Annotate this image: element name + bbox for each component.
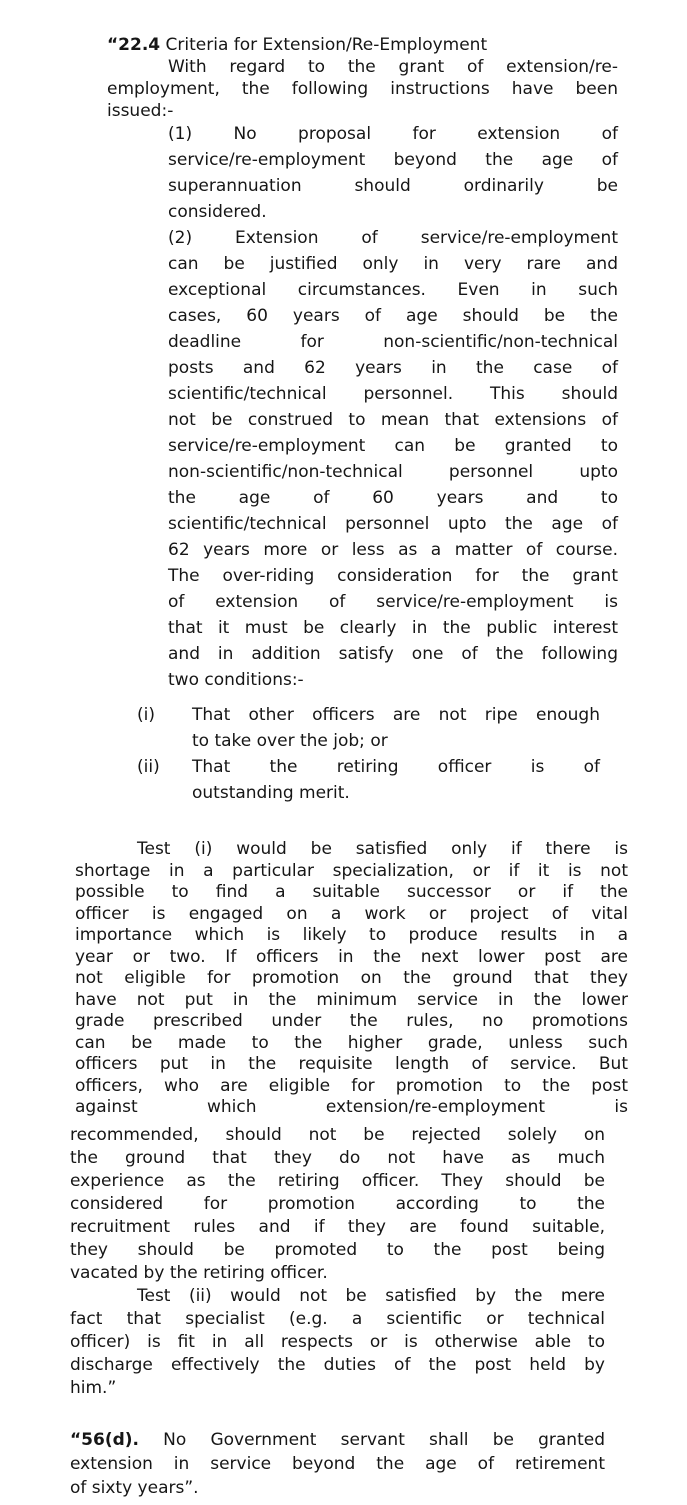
text-line: scientific/technical personnel upto the age of	[168, 514, 618, 534]
text-line: possible to find a suitable successor or if the	[75, 882, 628, 902]
text-line: to take over the job; or	[192, 731, 388, 751]
text-line: can be made to the higher grade, unless such	[75, 1032, 628, 1053]
text-line: him.”	[70, 1378, 117, 1398]
text-line: (1) No proposal for extension of	[168, 124, 618, 144]
text-line: grade prescribed under the rules, no promotions	[75, 1011, 628, 1031]
text-line: (2) Extension of service/re-employment	[168, 228, 618, 248]
text-line: service/re-employment beyond the age of	[168, 150, 618, 170]
text-line: considered.	[168, 202, 267, 222]
section-title: Criteria for Extension/Re-Employment	[165, 35, 488, 55]
text-line: and in addition satisfy one of the following	[168, 644, 618, 664]
text-line: importance which is likely to produce results in a	[75, 925, 628, 945]
text-line: against which extension/re-employment is	[75, 1097, 628, 1117]
rule-56d	[70, 1428, 605, 1500]
text-line: officers, who are eligible for promotion to the post	[75, 1075, 628, 1096]
text-line: deadline for non-scientific/non-technical	[168, 332, 618, 352]
text-line: superannuation should ordinarily be	[168, 176, 618, 196]
text-line: scientific/technical personnel. This should	[168, 384, 618, 404]
rule-number: “56(d).	[70, 1430, 139, 1450]
section-heading	[107, 34, 487, 56]
text-line: employment, the following instructions have been	[107, 79, 618, 99]
text-line: of extension of service/re-employment is	[168, 592, 618, 612]
text-line: year or two. If officers in the next lower post are	[75, 946, 628, 967]
text-line: exceptional circumstances. Even in such	[168, 280, 618, 300]
intro-paragraph	[107, 56, 618, 122]
text-line: not be construed to mean that extensions of	[168, 410, 618, 430]
text-line: 62 years more or less as a matter of course.	[168, 540, 618, 560]
text-line: cases, 60 years of age should be the	[168, 306, 618, 326]
text-line: of sixty years”.	[70, 1478, 199, 1498]
text-line: officer) is fit in all respects or is otherwise able to	[70, 1332, 605, 1352]
test-i-paragraph	[75, 839, 628, 1119]
instructions-list	[168, 121, 618, 693]
text-line: Test (ii) would not be satisfied by the mere	[137, 1286, 605, 1306]
text-line: two conditions:-	[168, 670, 304, 690]
text-line: fact that specialist (e.g. a scientific or technical	[70, 1309, 605, 1329]
text-line: outstanding merit.	[192, 783, 350, 803]
text-line: they should be promoted to the post being	[70, 1240, 605, 1260]
text-line: recommended, should not be rejected solely on	[70, 1125, 605, 1145]
text-line: the ground that they do not have as much	[70, 1148, 605, 1168]
text-line: “56(d). No Government servant shall be granted	[70, 1430, 605, 1450]
text-line: officers put in the requisite length of service. But	[75, 1054, 628, 1074]
text-line: shortage in a particular specialization, or if it is not	[75, 860, 628, 881]
text-line: that it must be clearly in the public interest	[168, 618, 618, 638]
text-line: service/re-employment can be granted to	[168, 436, 618, 456]
condition-marker: (i)	[137, 705, 155, 725]
condition-marker: (ii)	[137, 757, 160, 777]
text-line: officer is engaged on a work or project of vital	[75, 903, 628, 924]
text-line: can be justified only in very rare and	[168, 254, 618, 274]
text-line: That other officers are not ripe enough	[192, 705, 600, 725]
section-number: “22.4	[107, 35, 161, 55]
text-line: the age of 60 years and to	[168, 488, 618, 508]
text-line: With regard to the grant of extension/re-	[168, 57, 618, 77]
text-line: Test (i) would be satisfied only if there is	[137, 839, 628, 859]
text-line: recruitment rules and if they are found suitable,	[70, 1217, 605, 1237]
text-line: experience as the retiring officer. They should be	[70, 1171, 605, 1191]
text-line: not eligible for promotion on the ground that they	[75, 968, 628, 988]
text-line: The over-riding consideration for the grant	[168, 566, 618, 586]
text-line: posts and 62 years in the case of	[168, 358, 618, 378]
text-line: vacated by the retiring officer.	[70, 1263, 328, 1283]
text-line: considered for promotion according to the	[70, 1194, 605, 1214]
text-line: discharge effectively the duties of the post held by	[70, 1355, 605, 1375]
text-line: extension in service beyond the age of retirement	[70, 1454, 605, 1474]
text-line: issued:-	[107, 101, 174, 121]
continuation-paragraphs	[70, 1124, 605, 1400]
text-line: non-scientific/non-technical personnel upto	[168, 462, 618, 482]
text-line: That the retiring officer is of	[192, 757, 600, 777]
text-line: have not put in the minimum service in the lower	[75, 989, 628, 1010]
